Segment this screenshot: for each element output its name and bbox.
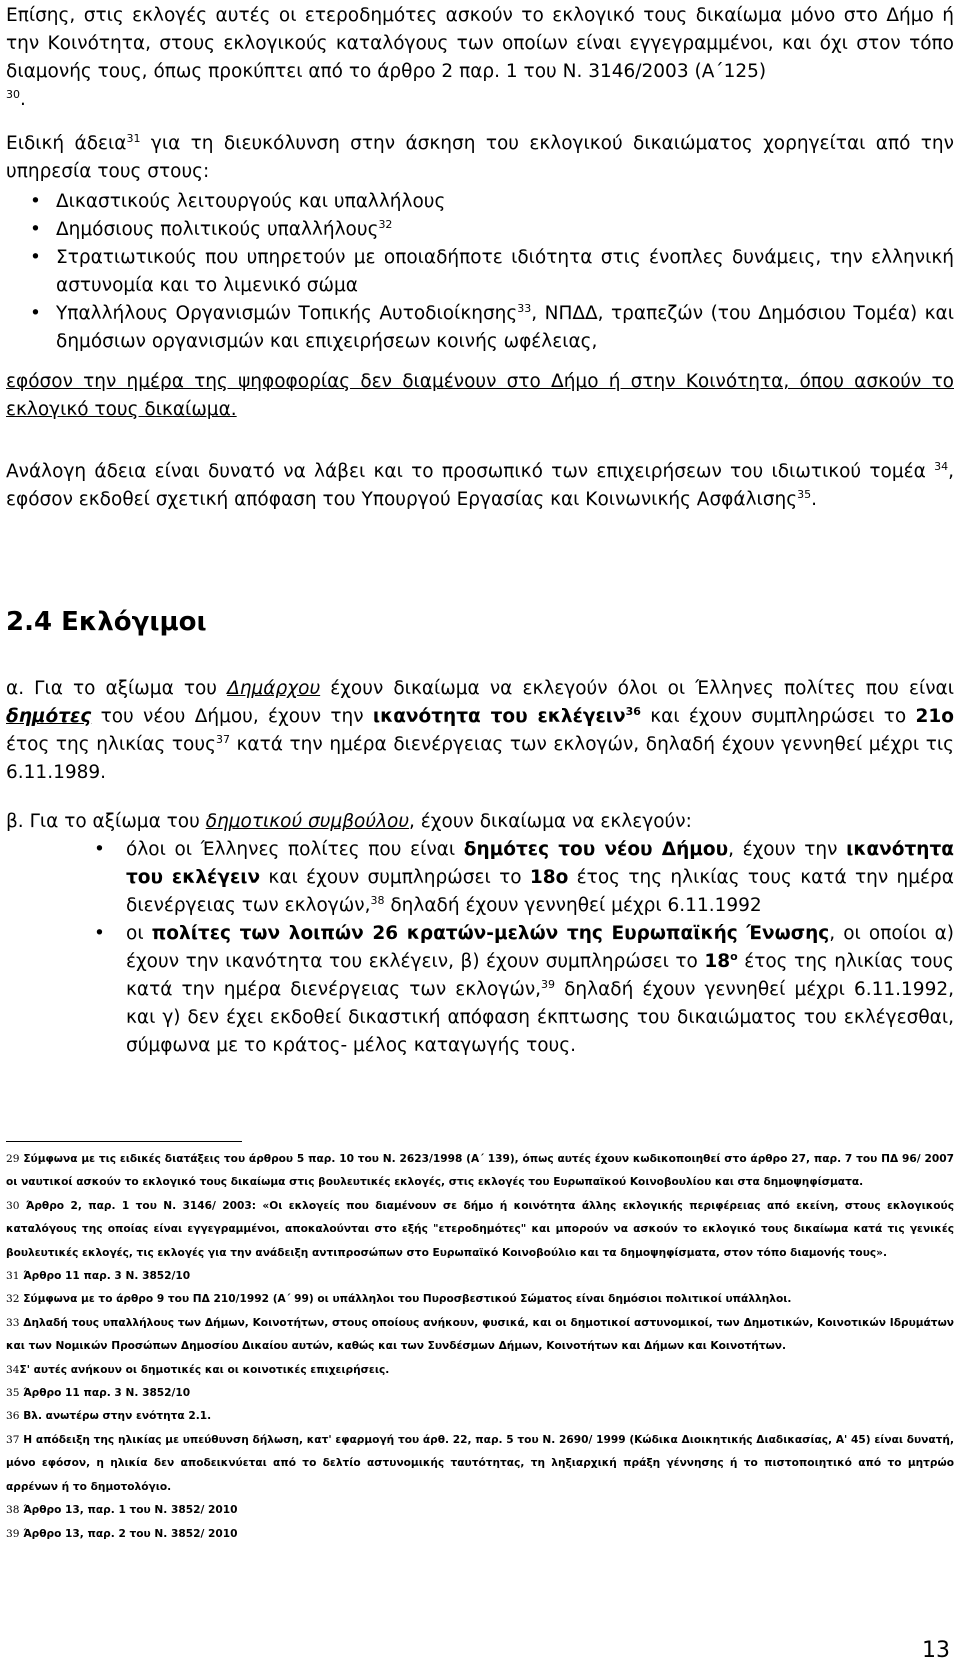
footnote-text: Σύμφωνα με το άρθρο 9 του ΠΔ 210/1992 (Α΄ 99) οι υπάλληλοι του Πυροσβεστικού Σώματος είναι δημόσιοι πολιτικοί υπάλληλοι. (23, 1293, 792, 1306)
footnote-text: Δηλαδή τους υπαλλήλους των Δήμων, Κοινοτήτων, στους οποίους ανήκουν, φυσικά, και οι δημοτικοί αστυνομικοί, των Δημοτικών, Κοινοτικών Ιδρυμάτων και των Νομικών Προσώπων Δημοσίου Δικαίου αυτών, καθώς και των Συνδέσμων Δήμων, Κοινοτήτων και Δήμων και Κοινοτήτων. (6, 1316, 954, 1353)
list-item (6, 188, 954, 216)
paragraph-text: του νέου Δήμου, έχουν την (91, 706, 373, 727)
emphasis-text: 21ο (915, 706, 954, 727)
footnote-number: 34 (6, 1363, 20, 1376)
footnote (6, 1288, 954, 1311)
paragraph-text: , εφόσον εκδοθεί σχετική απόφαση του Υπουργού Εργασίας και Κοινωνικής Ασφάλισης (6, 461, 954, 510)
paragraph-text: έτος της ηλικίας τους (6, 734, 216, 755)
item-b-councillor (6, 808, 954, 1060)
footnote-text: Σ' αυτές ανήκουν οι δημοτικές και οι κοινοτικές επιχειρήσεις. (19, 1363, 390, 1376)
heading-text: 2.4 Εκλόγιμοι (6, 607, 207, 637)
footnote-text: Άρθρο 2, παρ. 1 του Ν. 3146/ 2003: «Οι εκλογείς που διαμένουν σε δήμο ή κοινότητα άλλης εκλογικής περιφέρειας από εκείνη, στους εκλογικούς καταλόγους της οποίας είναι εγγεγραμμένοι, αποκαλούνται στο εξής "ετεροδημότες" και μπορούν να ασκούν το εκλογικό τους δικαίωμα κατά τις γενικές βουλευτικές εκλογές, τις εκλογές για την ανάδειξη αντιπροσώπων στο Ευρωπαϊκό Κοινοβούλιο και τα δημοψηφίσματα, στον τόπο διαμονής τους». (6, 1199, 954, 1259)
list-item-text: έτος της ηλικίας τους κατά την ημέρα διενέργειας των εκλογών, (126, 951, 954, 1000)
paragraph-text: β. Για το αξίωμα του (6, 811, 206, 832)
paragraph-text: κατά την ημέρα διενέργειας των εκλογών, δηλαδή έχουν γεννηθεί μέχρι τις 6.11.1989. (6, 734, 954, 783)
emphasis-text: ικανότητα του εκλέγειν (372, 706, 626, 727)
bullet-icon: • (30, 191, 41, 212)
footnote-text: Βλ. ανωτέρω στην ενότητα 2.1. (23, 1410, 212, 1423)
footnote-ref[interactable]: 38 (370, 893, 385, 907)
footnote (6, 1405, 954, 1428)
footnote (6, 1523, 954, 1546)
list-item-text: , έχουν την (728, 839, 847, 860)
list-item-text: , ΝΠΔΔ, τραπεζών (του Δημόσιου Τομέα) και δημόσιων οργανισμών και επιχειρήσεων κοινής ωφέλειας, (56, 303, 954, 352)
emphasis-text: δημοτικού συμβούλου (205, 811, 410, 832)
page-number: 13 (922, 1638, 950, 1663)
paragraph-private-sector (6, 458, 954, 514)
bullet-icon: • (30, 247, 41, 268)
footnote-number: 38 (6, 1504, 20, 1517)
ordinal-suffix: ο (730, 949, 738, 963)
bullet-icon: • (94, 839, 105, 860)
paragraph-text: Ανάλογη άδεια είναι δυνατό να λάβει και το προσωπικό των επιχειρήσεων του ιδιωτικού τομέα (6, 461, 935, 482)
emphasis-text: δημότες (6, 706, 92, 727)
paragraph-etero (6, 2, 954, 114)
bullet-icon: • (30, 303, 41, 324)
footnote (6, 1312, 954, 1359)
footnote-text: Άρθρο 13, παρ. 2 του Ν. 3852/ 2010 (23, 1527, 238, 1540)
paragraph-condition (6, 368, 954, 424)
footnote (6, 1265, 954, 1288)
emphasis-text: 18ο (529, 867, 569, 888)
section-heading (6, 605, 954, 639)
footnote (6, 1429, 954, 1499)
footnote-ref[interactable]: 37 (215, 732, 230, 746)
list-item-text: Στρατιωτικούς που υπηρετούν με οποιαδήποτε ιδιότητα στις ένοπλες δυνάμεις, την ελληνική αστυνομία και το λιμενικό σώμα (56, 247, 954, 296)
paragraph-text: έχουν δικαίωμα να εκλεγούν όλοι οι Έλληνες πολίτες που είναι (320, 678, 954, 699)
paragraph-text: και έχουν συμπληρώσει το (640, 706, 916, 727)
footnote-number: 39 (6, 1527, 20, 1540)
item-a-mayor (6, 675, 954, 787)
footnote-ref[interactable]: 35 (797, 487, 812, 501)
footnote (6, 1499, 954, 1522)
footnotes (6, 1148, 954, 1546)
paragraph-text: α. Για το αξίωμα του (6, 678, 228, 699)
footnote-text: Σύμφωνα με τις ειδικές διατάξεις του άρθρου 5 παρ. 10 του Ν. 2623/1998 (Α΄ 139), όπως αυτές έχουν κωδικοποιηθεί στο άρθρο 27, παρ. 7 του ΠΔ 96/ 2007 οι ναυτικοί ασκούν το εκλογικό τους δικαίωμα στις βουλευτικές εκλογές, στις εκλογές του Ευρωπαϊκού Κοινοβουλίου και στα δημοψηφίσματα. (6, 1153, 954, 1189)
footnote-text: Η απόδειξη της ηλικίας με υπεύθυνση δήλωση, κατ' εφαρμογή του άρθ. 22, παρ. 5 του Ν. 2690/ 1999 (Κώδικα Διοικητικής Διαδικασίας, Α' 45) είναι δυνατή, μόνο εφόσον, η ηλικία δεν αποδεικνύεται από το δελτίο αστυνομικής ταυτότητας, τη ληξιαρχική πράξη γέννησης ή το πιστοποιητικό από το μητρώο αρρένων ή το δημοτολόγιο. (6, 1433, 954, 1493)
list-item-text: Δικαστικούς λειτουργούς και υπαλλήλους (56, 191, 446, 212)
list-item-text: Δημόσιους πολιτικούς υπαλλήλους (56, 219, 379, 240)
footnote-ref[interactable]: 39 (541, 977, 556, 991)
emphasis-text: πολίτες των λοιπών 26 κρατών-μελών της Ευρωπαϊκής Ένωσης (151, 923, 830, 944)
footnote-text: Άρθρο 11 παρ. 3 Ν. 3852/10 (23, 1270, 191, 1283)
footnote-ref[interactable]: 30 (6, 87, 20, 101)
list-item-text: οι (126, 923, 152, 944)
footnote-divider (6, 1141, 242, 1142)
footnote-number: 37 (6, 1433, 20, 1446)
list-item (6, 216, 954, 244)
paragraph-text: Ειδική άδεια (6, 133, 127, 154)
footnote-ref[interactable]: 31 (126, 131, 141, 145)
list-item-text: Υπαλλήλους Οργανισμών Τοπικής Αυτοδιοίκησης (56, 303, 518, 324)
footnote-number: 29 (6, 1153, 20, 1165)
list-item-text: δηλαδή έχουν γεννηθεί μέχρι 6.11.1992 (384, 895, 762, 916)
footnote-number: 30 (6, 1199, 20, 1212)
bullet-icon: • (30, 219, 41, 240)
paragraph-eidiki-adeia (6, 130, 954, 356)
paragraph-text: . (811, 489, 817, 510)
list-item-text: έτος της ηλικίας τους κατά την ημέρα διενέργειας των εκλογών, (126, 867, 954, 916)
emphasis-text: δημότες του νέου Δήμου (463, 839, 729, 860)
footnote-ref[interactable]: 36 (625, 704, 641, 718)
list-item-text: δηλαδή έχουν γεννηθεί μέχρι 6.11.1992, και γ) δεν έχει εκδοθεί δικαστική απόφαση έκπτωσης του δικαιώματος του εκλέγεσθαι, σύμφωνα με το κράτος- μέλος καταγωγής τους. (126, 979, 955, 1056)
footnote-number: 36 (6, 1410, 20, 1423)
list-item (6, 300, 954, 356)
list-item-text: και έχουν συμπληρώσει το (260, 867, 530, 888)
footnote-number: 33 (6, 1316, 20, 1329)
footnote (6, 1382, 954, 1405)
emphasis-text: ικανότητα του εκλέγειν (126, 839, 954, 888)
footnote (6, 1195, 954, 1265)
footnote-ref[interactable]: 33 (517, 301, 532, 315)
paragraph-text: για τη διευκόλυνση στην άσκηση του εκλογικού δικαιώματος χορηγείται από την υπηρεσία τους στους: (6, 133, 954, 182)
list-item-text: , οι οποίοι α) έχουν την ικανότητα του εκλέγειν, β) έχουν συμπληρώσει το (126, 923, 954, 972)
footnote-text: Άρθρο 11 παρ. 3 Ν. 3852/10 (23, 1387, 191, 1400)
footnote-number: 32 (6, 1293, 20, 1306)
paragraph-tail: . (20, 89, 26, 110)
paragraph-text: Επίσης, στις εκλογές αυτές οι ετεροδημότες ασκούν το εκλογικό τους δικαίωμα μόνο στο Δήμο ή την Κοινότητα, στους εκλογικούς καταλόγους των οποίων είναι εγγεγραμμένοι, και όχι στον τόπο διαμονής τους, όπως προκύπτει από το άρθρο 2 παρ. 1 του Ν. 3146/2003 (Α΄125) (6, 5, 954, 82)
footnote-ref[interactable]: 32 (378, 217, 393, 231)
footnote-number: 35 (6, 1387, 20, 1400)
footnote (6, 1148, 954, 1195)
footnote-number: 31 (6, 1270, 20, 1283)
paragraph-text: εφόσον την ημέρα της ψηφοφορίας δεν διαμένουν στο Δήμο ή στην Κοινότητα, όπου ασκούν το εκλογικό τους δικαίωμα. (6, 371, 954, 420)
list-item (6, 836, 954, 920)
footnote (6, 1359, 954, 1382)
list-item-text: όλοι οι Έλληνες πολίτες που είναι (126, 839, 464, 860)
footnote-ref[interactable]: 34 (934, 459, 949, 473)
emphasis-text: 18 (704, 951, 731, 972)
paragraph-text: , έχουν δικαίωμα να εκλεγούν: (409, 811, 692, 832)
list-item (6, 920, 954, 1060)
bullet-icon: • (94, 923, 105, 944)
footnote-text: Άρθρο 13, παρ. 1 του Ν. 3852/ 2010 (23, 1504, 238, 1517)
list-item (6, 244, 954, 300)
emphasis-text: Δημάρχου (227, 678, 321, 699)
